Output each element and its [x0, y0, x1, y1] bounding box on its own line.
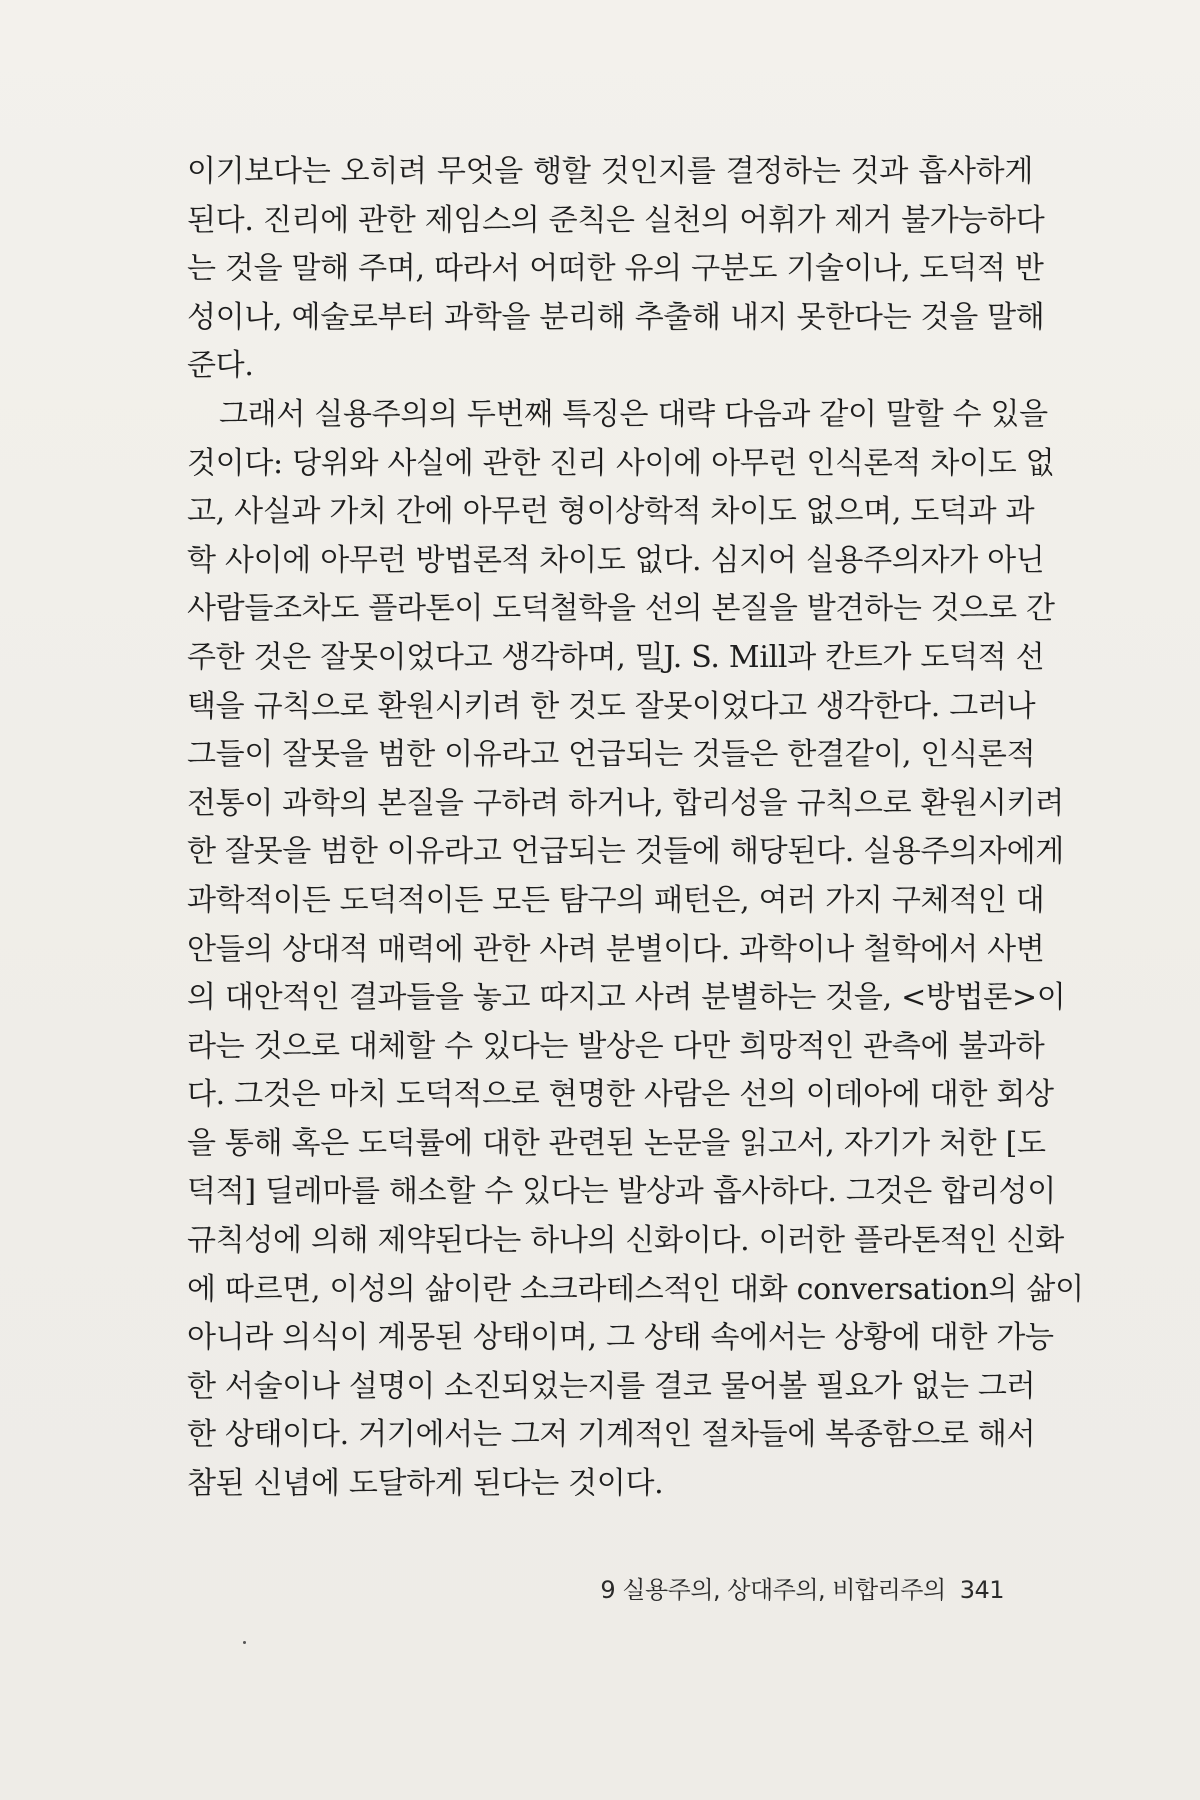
running-head: 9 실용주의, 상대주의, 비합리주의 [600, 1576, 946, 1604]
text-line: 한 상태이다. 거기에서는 그저 기계적인 절차들에 복종함으로 해서 [187, 1417, 1036, 1453]
print-speck [243, 1641, 246, 1644]
page-footer [600, 1570, 1004, 1605]
text-line: 아니라 의식이 계몽된 상태이며, 그 상태 속에서는 상황에 대한 가능 [187, 1320, 1054, 1356]
text-line: 전통이 과학의 본질을 구하려 하거나, 합리성을 규칙으로 환원시키려 [187, 785, 1064, 821]
text-line: 과학적이든 도덕적이든 모든 탐구의 패턴은, 여러 가지 구체적인 대 [187, 882, 1045, 918]
text-line: 택을 규칙으로 환원시키려 한 것도 잘못이었다고 생각한다. 그러나 [187, 688, 1036, 724]
text-line: 의 대안적인 결과들을 놓고 따지고 사려 분별하는 것을, <방법론>이 [187, 980, 1066, 1016]
text-line: 학 사이에 아무런 방법론적 차이도 없다. 심지어 실용주의자가 아닌 [187, 542, 1045, 578]
text-line: 것이다: 당위와 사실에 관한 진리 사이에 아무런 인식론적 차이도 없 [187, 445, 1055, 481]
text-line: 한 잘못을 범한 이유라고 언급되는 것들에 해당된다. 실용주의자에게 [187, 834, 1064, 870]
text-line: 덕적] 딜레마를 해소할 수 있다는 발상과 흡사하다. 그것은 합리성이 [187, 1174, 1056, 1210]
text-line: 을 통해 혹은 도덕률에 대한 관련된 논문을 읽고서, 자기가 처한 [도 [187, 1125, 1046, 1161]
text-line: 사람들조차도 플라톤이 도덕철학을 선의 본질을 발견하는 것으로 간 [187, 591, 1055, 627]
text-line: 안들의 상대적 매력에 관한 사려 분별이다. 과학이나 철학에서 사변 [187, 931, 1045, 967]
text-line: 참된 신념에 도달하게 된다는 것이다. [187, 1466, 664, 1502]
text-line: 된다. 진리에 관한 제임스의 준칙은 실천의 어휘가 제거 불가능하다 [187, 202, 1045, 238]
text-line: 성이나, 예술로부터 과학을 분리해 추출해 내지 못한다는 것을 말해 [187, 299, 1045, 335]
text-line: 규칙성에 의해 제약된다는 하나의 신화이다. 이러한 플라톤적인 신화 [187, 1223, 1064, 1259]
text-line: 이기보다는 오히려 무엇을 행할 것인지를 결정하는 것과 흡사하게 [187, 154, 1033, 189]
text-line: 그들이 잘못을 범한 이유라고 언급되는 것들은 한결같이, 인식론적 [187, 737, 1036, 773]
text-line: 그래서 실용주의의 두번째 특징은 대략 다음과 같이 말할 수 있을 [219, 396, 1048, 432]
page-number: 341 [959, 1576, 1004, 1604]
text-line: 다. 그것은 마치 도덕적으로 현명한 사람은 선의 이데아에 대한 회상 [187, 1077, 1054, 1113]
text-line: 주한 것은 잘못이었다고 생각하며, 밀J. S. Mill과 칸트가 도덕적 선 [187, 639, 1045, 675]
body-text [187, 148, 1084, 1509]
text-line: 한 서술이나 설명이 소진되었는지를 결코 물어볼 필요가 없는 그러 [187, 1368, 1036, 1404]
text-line: 고, 사실과 가치 간에 아무런 형이상학적 차이도 없으며, 도덕과 과 [187, 494, 1035, 530]
text-line: 라는 것으로 대체할 수 있다는 발상은 다만 희망적인 관측에 불과하 [187, 1028, 1045, 1064]
text-line: 는 것을 말해 주며, 따라서 어떠한 유의 구분도 기술이나, 도덕적 반 [187, 251, 1044, 287]
text-line: 준다. [187, 348, 254, 384]
text-line: 에 따르면, 이성의 삶이란 소크라테스적인 대화 conversation의 삶이 [187, 1271, 1084, 1307]
